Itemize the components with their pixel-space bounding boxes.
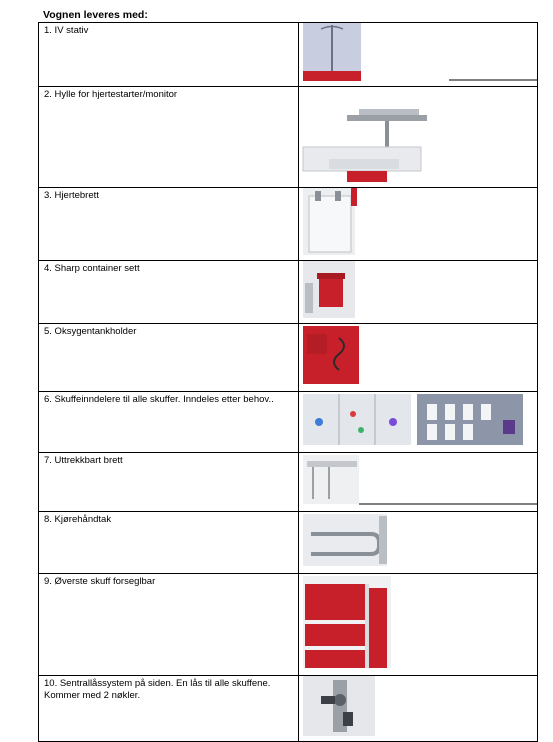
row-label: 3. Hjertebrett (39, 188, 299, 261)
oxygen-holder-icon (299, 324, 538, 386)
row-label: 2. Hylle for hjertestarter/monitor (39, 87, 299, 188)
oxygen-holder-photo (299, 324, 538, 392)
table-row (39, 512, 538, 574)
table-row (39, 87, 538, 188)
monitor-shelf-photo (299, 87, 538, 188)
sealable-drawer-photo (299, 574, 538, 676)
table-row (39, 23, 538, 87)
row-label: 5. Oksygentankholder (39, 324, 299, 392)
iv-pole-photo (299, 23, 538, 87)
table-row (39, 676, 538, 742)
sharps-container-photo (299, 261, 538, 324)
row-label: 1. IV stativ (39, 23, 299, 87)
central-lock-photo (299, 676, 538, 742)
central-lock-icon (299, 676, 538, 736)
table-row (39, 392, 538, 453)
row-label: 9. Øverste skuff forseglbar (39, 574, 299, 676)
iv-pole-icon (299, 23, 538, 81)
cardiac-board-photo (299, 188, 538, 261)
row-label: 7. Uttrekkbart brett (39, 453, 299, 512)
drawer-dividers-photo (299, 392, 538, 453)
table-row (39, 324, 538, 392)
section-heading: Vognen leveres med: (43, 9, 148, 21)
table-row (39, 188, 538, 261)
accessory-table (38, 22, 538, 742)
row-label: 8. Kjørehåndtak (39, 512, 299, 574)
sharps-container-icon (299, 261, 538, 318)
monitor-shelf-icon (299, 87, 538, 182)
cardiac-board-icon (299, 188, 538, 255)
pull-out-tray-icon (299, 453, 538, 506)
pull-out-tray-photo (299, 453, 538, 512)
row-label: 4. Sharp container sett (39, 261, 299, 324)
table-row (39, 261, 538, 324)
handle-photo (299, 512, 538, 574)
row-label: 10. Sentrallåssystem på siden. En lås til alle skuffene. Kommer med 2 nøkler. (39, 676, 299, 742)
row-label: 6. Skuffeinndelere til alle skuffer. Inndeles etter behov.. (39, 392, 299, 453)
drawer-dividers-icon (299, 392, 538, 447)
table-row (39, 453, 538, 512)
handle-icon (299, 512, 538, 568)
sealable-drawer-icon (299, 574, 538, 670)
table-row (39, 574, 538, 676)
